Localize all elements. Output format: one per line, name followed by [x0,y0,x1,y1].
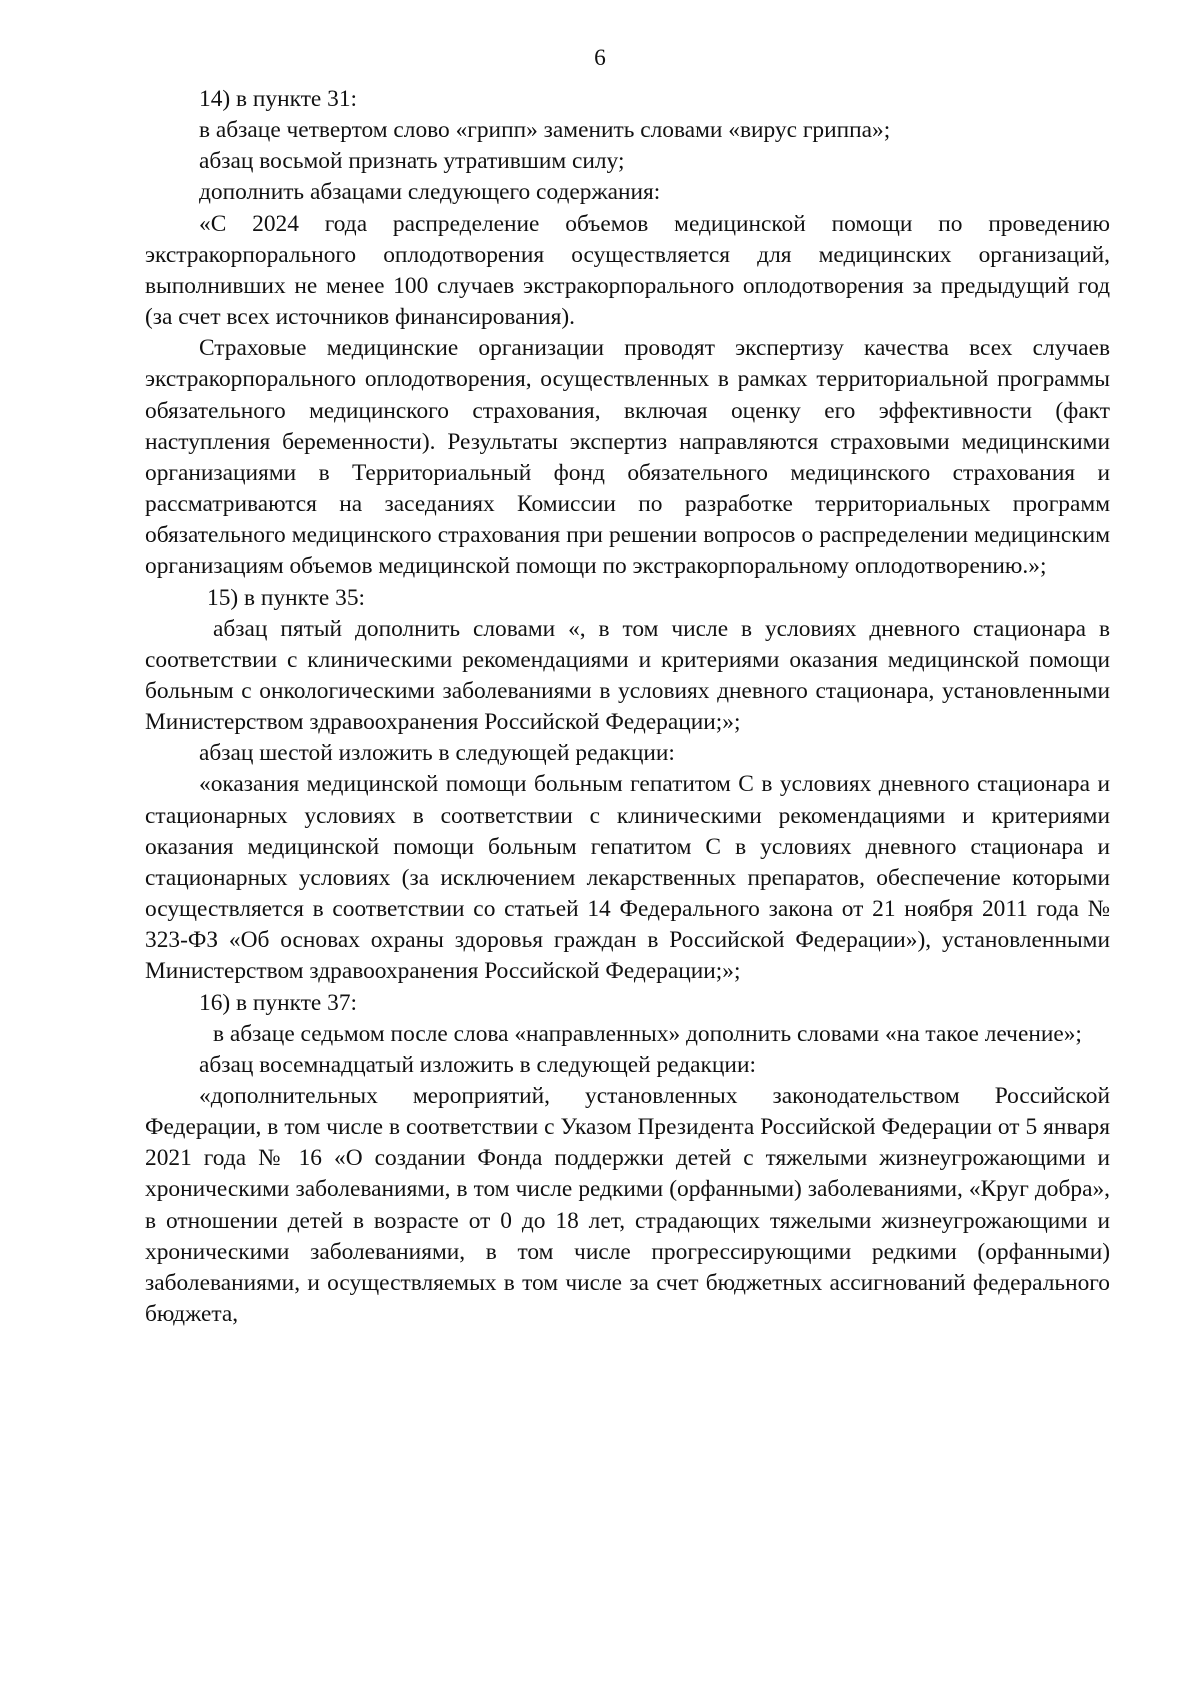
paragraph-abzac-18-new: абзац восемнадцатый изложить в следующей редакции: [199,1051,756,1078]
paragraph-item-16: 16) в пункте 37: [199,989,358,1016]
paragraph-add-abzacy: дополнить абзацами следующего содержания: [199,179,661,206]
paragraph-amend-abzac-4: в абзаце четвертом слово «грипп» заменить словами «вирус гриппа»; [199,117,891,144]
paragraph-additional-measures: «дополнительных мероприятий, установленных законодательством Российской Федерации, в том числе в соответствии с Указом Президента Российской Федерации от 5 января 2021 года № 16 «О создании Фонда поддержки детей с тяжелыми жизнеугрожающими и хроническими заболеваниями, в том числе редкими (орфанными) заболеваниями, «Круг добра», в отношении детей в возрасте от 0 до 18 лет, страдающих тяжелыми жизнеугрожающими и хроническими заболеваниями, в том числе прогрессирующими редкими (орфанными) заболеваниями, и осуществляемых в том числе за счет бюджетных ассигнований федерального бюджета, [145,1083,1110,1328]
paragraph-abzac-6-new: абзац шестой изложить в следующей редакции: [199,740,675,767]
paragraph-hepatitis-c: «оказания медицинской помощи больным гепатитом С в условиях дневного стационара и стационарных условиях в соответствии с клиническими рекомендациями и критериями оказания медицинской помощи больным гепатитом С в условиях дневного стационара и стационарных условиях (за исключением лекарственных препаратов, обеспечение которыми осуществляется в соответствии со статьей 14 Федерального закона от 21 ноября 2011 года № 323-ФЗ «Об основах охраны здоровья граждан в Российской Федерации»), установленными Министерством здравоохранения Российской Федерации;»; [145,771,1110,985]
paragraph-eco-2024: «С 2024 года распределение объемов медицинской помощи по проведению экстракорпорального оплодотворения осуществляется для медицинских организаций, выполнивших не менее 100 случаев экстракорпорального оплодотворения за предыдущий год (за счет всех источников финансирования). [145,210,1110,331]
paragraph-abzac-5-addition: абзац пятый дополнить словами «, в том числе в условиях дневного стационара в соответствии с клиническими рекомендациями и критериями оказания медицинской помощи больным с онкологическими заболеваниями в условиях дневного стационара, установленными Министерством здравоохранения Российской Федерации;»; [145,615,1110,736]
paragraph-abzac-7-addition: в абзаце седьмом после слова «направленных» дополнить словами «на такое лечение»; [213,1020,1082,1047]
page-number: 6 [594,45,606,71]
paragraph-insurance-expertise: Страховые медицинские организации проводят экспертизу качества всех случаев экстракорпорального оплодотворения, осуществленных в рамках территориальной программы обязательного медицинского страхования, включая оценку его эффективности (факт наступления беременности). Результаты экспертиз направляются страховыми медицинскими организациями в Территориальный фонд обязательного медицинского страхования и рассматриваются на заседаниях Комиссии по разработке территориальных программ обязательного медицинского страхования при решении вопросов о распределении медицинским организациям объемов медицинской помощи по экстракорпоральному оплодотворению.»; [145,335,1110,580]
paragraph-abzac-8-void: абзац восьмой признать утратившим силу; [199,148,625,175]
paragraph-item-15: 15) в пункте 35: [207,584,366,611]
document-body [145,84,1110,1330]
paragraph-item-14: 14) в пункте 31: [199,86,358,112]
